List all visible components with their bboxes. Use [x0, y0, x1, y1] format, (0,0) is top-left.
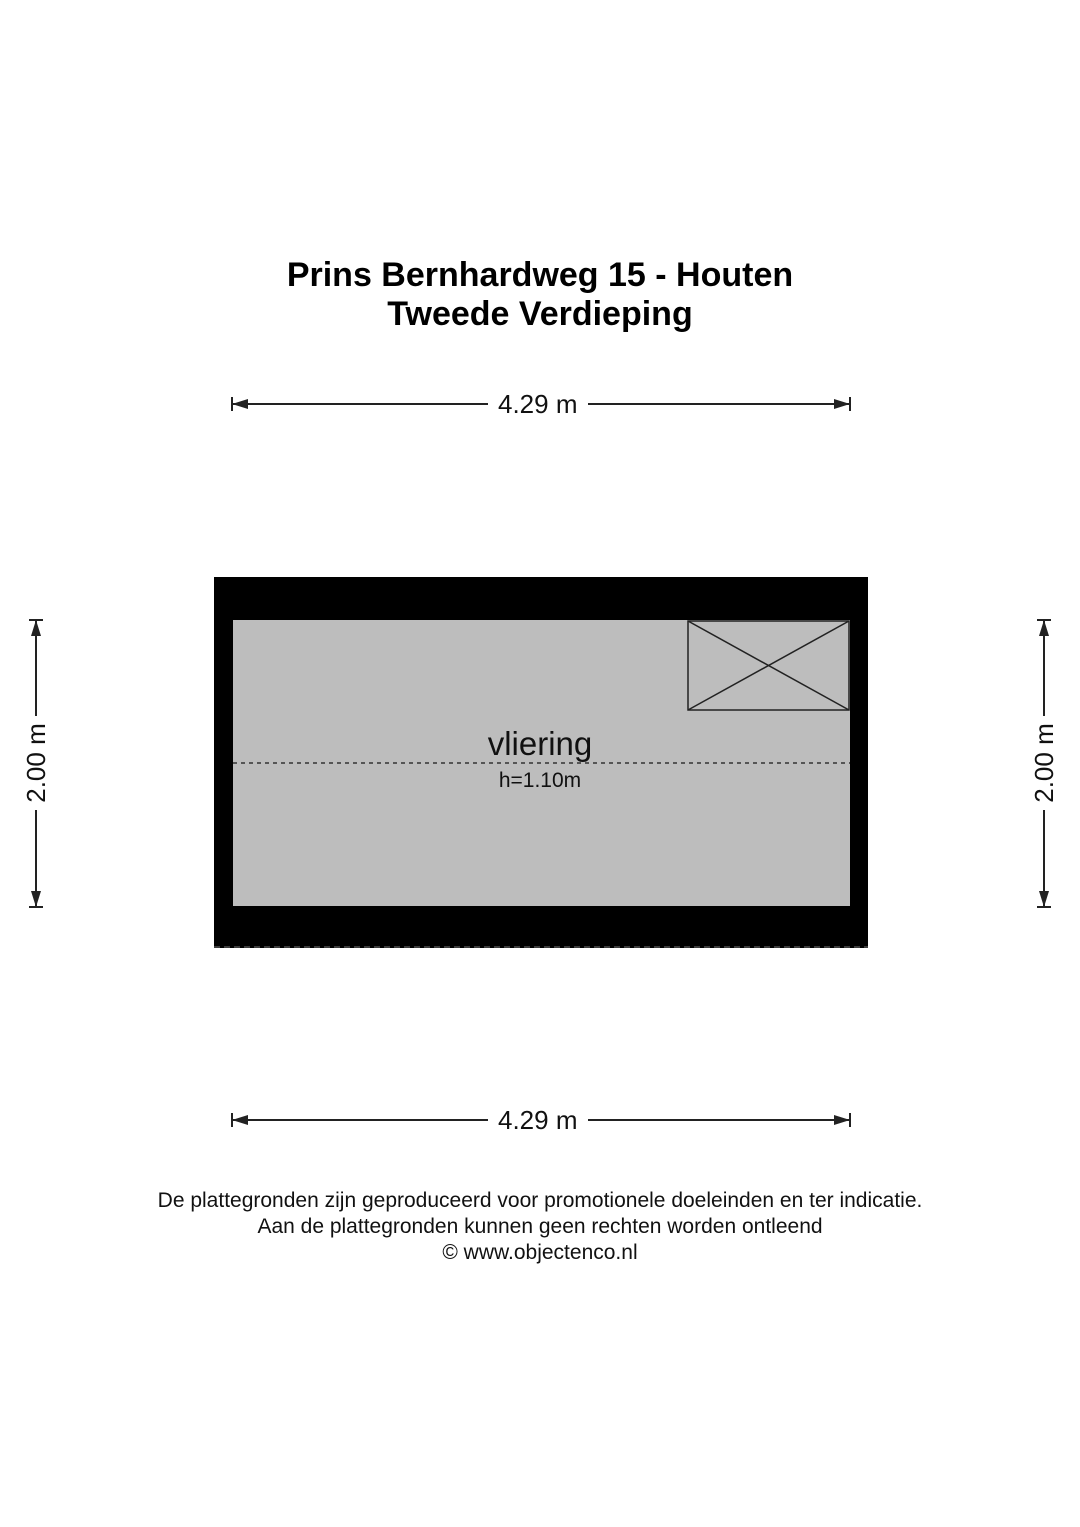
room-floor — [233, 620, 850, 906]
plan-floor-title: Tweede Verdieping — [387, 295, 693, 333]
disclaimer-line-1: De plattegronden zijn geproduceerd voor promotionele doeleinden en ter indicatie. — [157, 1189, 923, 1212]
copyright-line: © www.objectenco.nl — [442, 1241, 638, 1264]
room-ceiling-height: h=1.10m — [498, 769, 582, 792]
left-height-label: 2.00 m — [21, 716, 51, 810]
room-name: vliering — [487, 725, 593, 762]
right-height-label: 2.00 m — [1029, 716, 1059, 810]
bottom-width-label: 4.29 m — [488, 1105, 588, 1135]
top-width-label: 4.29 m — [488, 389, 588, 419]
plan-address-title: Prins Bernhardweg 15 - Houten — [286, 256, 794, 294]
disclaimer-line-2: Aan de plattegronden kunnen geen rechten worden ontleend — [257, 1215, 823, 1238]
